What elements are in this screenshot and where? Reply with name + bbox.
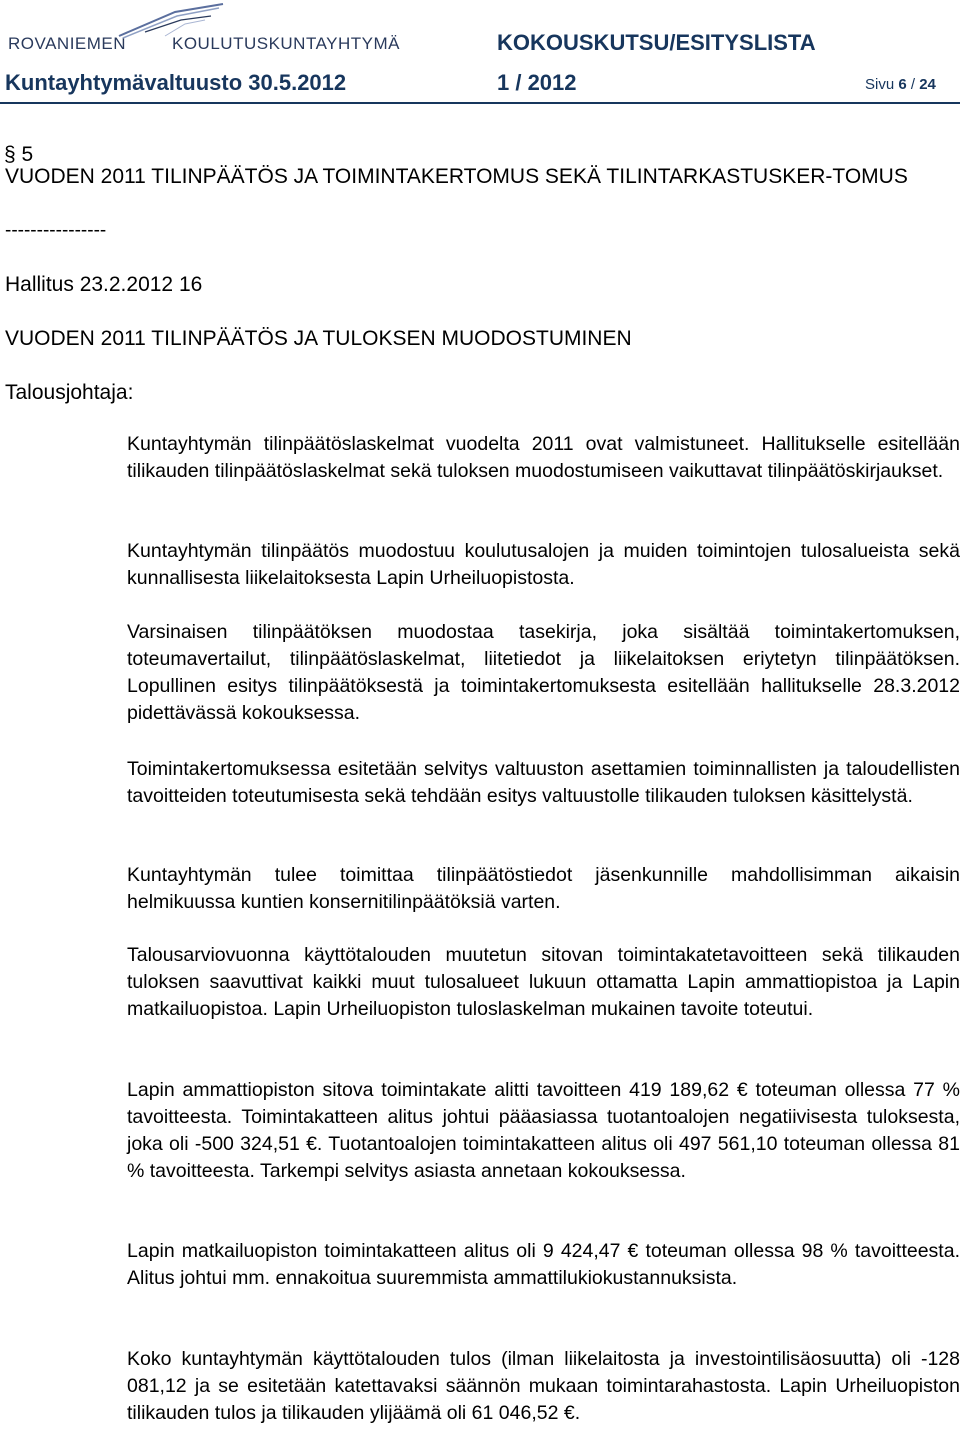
page-separator: / xyxy=(910,76,916,93)
section-title: VUODEN 2011 TILINPÄÄTÖS JA TOIMINTAKERTOMUS SEKÄ TILINTARKASTUSKER-TOMUS xyxy=(5,165,908,188)
paragraph-text: Lapin ammattiopiston sitova toimintakate alitti tavoitteen 419 189,62 € toteuman ollessa 77 % tavoitteesta. Toimintakatteen alitus johtui pääasiassa tuotantoalojen negatiivisesta tuloksesta, joka oli -500 324,51 €. Tuotantoalojen toimintakatteen alitus oli 497 561,10 toteuman ollessa 81 % tavoitteesta. Tarkempi selvitys asiasta annetaan kokouksessa. xyxy=(127,1079,960,1182)
paragraph xyxy=(127,942,960,1023)
section-separator: ---------------- xyxy=(5,220,107,241)
org-name-right: KOULUTUSKUNTAYHTYMÄ xyxy=(172,34,401,53)
item-subtitle: VUODEN 2011 TILINPÄÄTÖS JA TULOKSEN MUODOSTUMINEN xyxy=(5,327,632,350)
page-total: 24 xyxy=(919,76,936,93)
paragraph-text: Lapin matkailuopiston toimintakatteen alitus oli 9 424,47 € toteuman ollessa 98 % tavoitteesta. Alitus johtui mm. ennakoitua suuremmista ammattilukiokustannuksista. xyxy=(127,1240,960,1289)
meeting-number: 1 / 2012 xyxy=(497,70,577,95)
paragraph-text: Kuntayhtymän tilinpäätös muodostuu koulutusalojen ja muiden toimintojen tulosalueista sekä kunnallisesta liikelaitoksesta Lapin Urheiluopistosta. xyxy=(127,540,960,589)
paragraph-text: Toimintakertomuksessa esitetään selvitys valtuuston asettamien toiminnallisten ja taloudellisten tavoitteiden toteutumisesta sekä tehdään esitys valtuustolle tilikauden tuloksen käsittelystä. xyxy=(127,758,960,807)
paragraph xyxy=(127,756,960,810)
org-name-left: ROVANIEMEN xyxy=(8,34,127,53)
paragraph xyxy=(127,538,960,592)
document-type: KOKOUSKUTSU/ESITYSLISTA xyxy=(497,30,816,55)
header-divider xyxy=(0,102,960,104)
page-number: 6 xyxy=(898,76,907,93)
paragraph xyxy=(127,431,960,485)
paragraph xyxy=(127,862,960,916)
paragraph-text: Koko kuntayhtymän käyttötalouden tulos (ilman liikelaitosta ja investointilisäosuutta) oli -128 081,12 ja se esitetään katettavaksi säännön mukaan toimintarahastosta. Lapin Urheiluopiston tilikauden tulos ja tilikauden ylijäämä oli 61 046,52 €. xyxy=(127,1348,960,1424)
presenter-label: Talousjohtaja: xyxy=(5,381,134,404)
page-prefix: Sivu xyxy=(865,76,895,93)
paragraph-text: Kuntayhtymän tulee toimittaa tilinpäätöstiedot jäsenkunnille mahdollisimman aikaisin helmikuussa kuntien konsernitilinpäätöksiä varten. xyxy=(127,864,960,913)
section-number: § 5 xyxy=(4,143,34,166)
meeting-title: Kuntayhtymävaltuusto 30.5.2012 xyxy=(5,70,347,95)
paragraph xyxy=(127,1238,960,1292)
paragraph-text: Talousarviovuonna käyttötalouden muutetun sitovan toimintakatetavoitteen sekä tilikauden tuloksen saavuttivat kaikki muut tulosalueet lukuun ottamatta Lapin ammattiopistoa ja Lapin matkailuopistoa. Lapin Urheiluopiston tuloslaskelman mukainen tavoite toteutui. xyxy=(127,944,960,1020)
paragraph xyxy=(127,1346,960,1427)
paragraph-text: Varsinaisen tilinpäätöksen muodostaa tasekirja, joka sisältää toimintakertomuksen, toteumavertailut, tilinpäätöslaskelmat, liitetiedot ja liikelaitoksen eriytetyn tilinpäätöksen. Lopullinen esitys tilinpäätöksestä ja toimintakertomuksesta esitellään hallitukselle 28.3.2012 pidettävässä kokouksessa. xyxy=(127,621,960,724)
paragraph xyxy=(127,619,960,727)
board-reference: Hallitus 23.2.2012 16 xyxy=(5,273,203,296)
paragraph-text: Kuntayhtymän tilinpäätöslaskelmat vuodelta 2011 ovat valmistuneet. Hallitukselle esitellään tilikauden tilinpäätöslaskelmat sekä tuloksen muodostumiseen vaikuttavat tilinpäätöskirjaukset. xyxy=(127,433,960,482)
page-indicator xyxy=(865,76,936,93)
paragraph xyxy=(127,1077,960,1185)
